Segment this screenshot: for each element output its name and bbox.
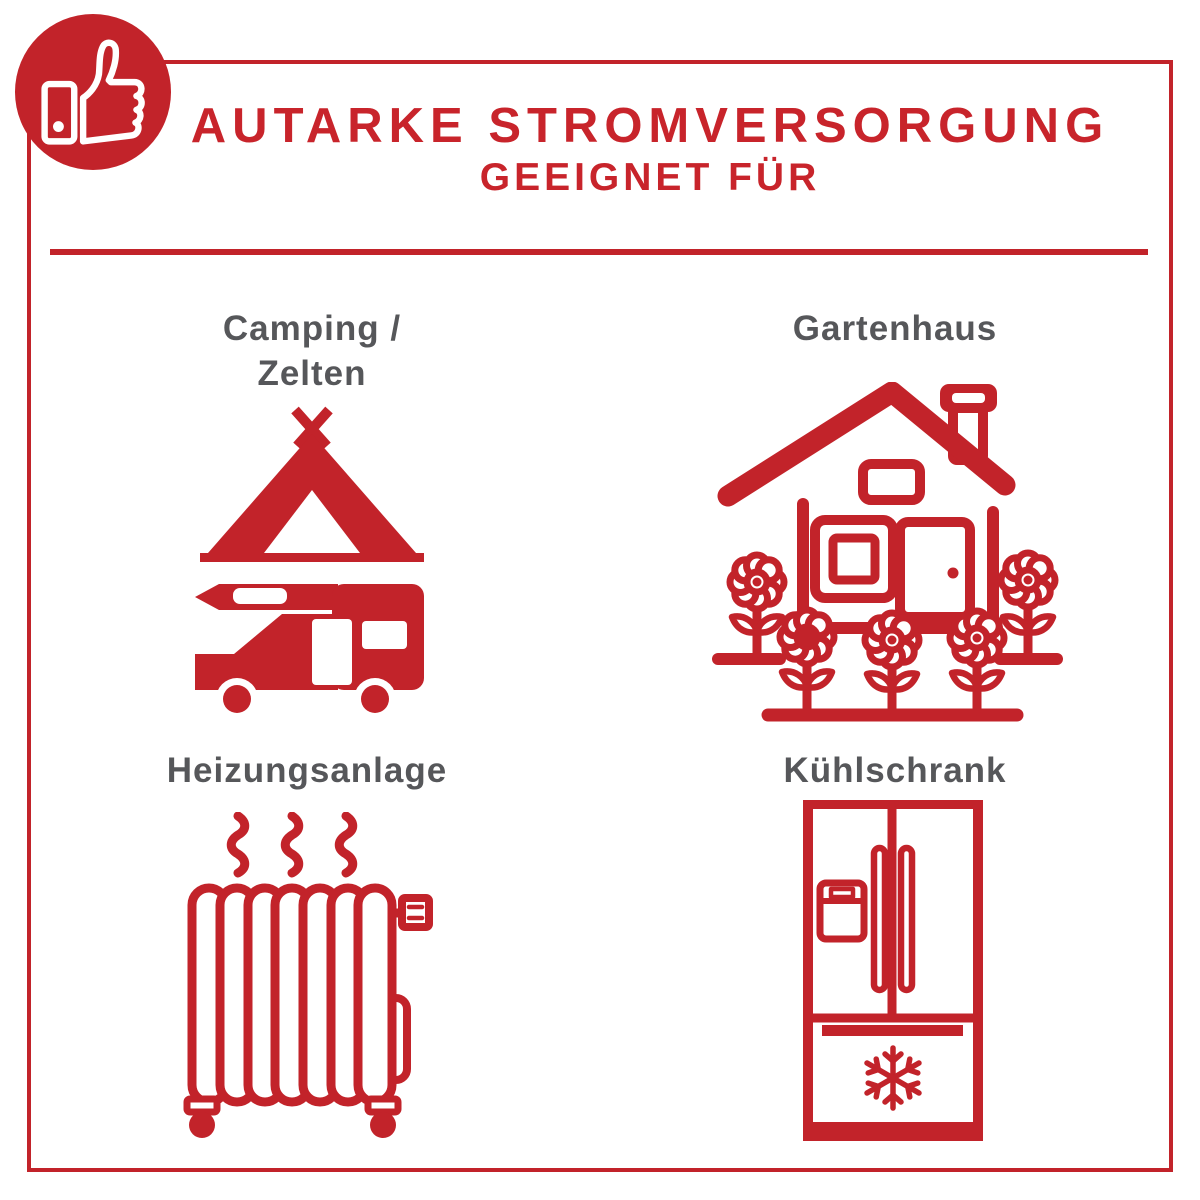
header-divider [50, 249, 1148, 255]
page-subtitle: GEEIGNET FÜR [479, 156, 821, 199]
radiator-icon [160, 812, 460, 1142]
page-title: AUTARKE STROMVERSORGUNG [190, 99, 1110, 153]
section-label-camping: Camping / Zelten [222, 309, 402, 393]
section-label-gartenhaus: Gartenhaus [792, 309, 998, 348]
tent-camper-icon [192, 404, 432, 720]
section-label-heizungsanlage: Heizungsanlage [166, 751, 448, 790]
refrigerator-icon [800, 800, 995, 1145]
section-label-kuehlschrank: Kühlschrank [783, 751, 1007, 790]
garden-house-icon [700, 382, 1092, 732]
